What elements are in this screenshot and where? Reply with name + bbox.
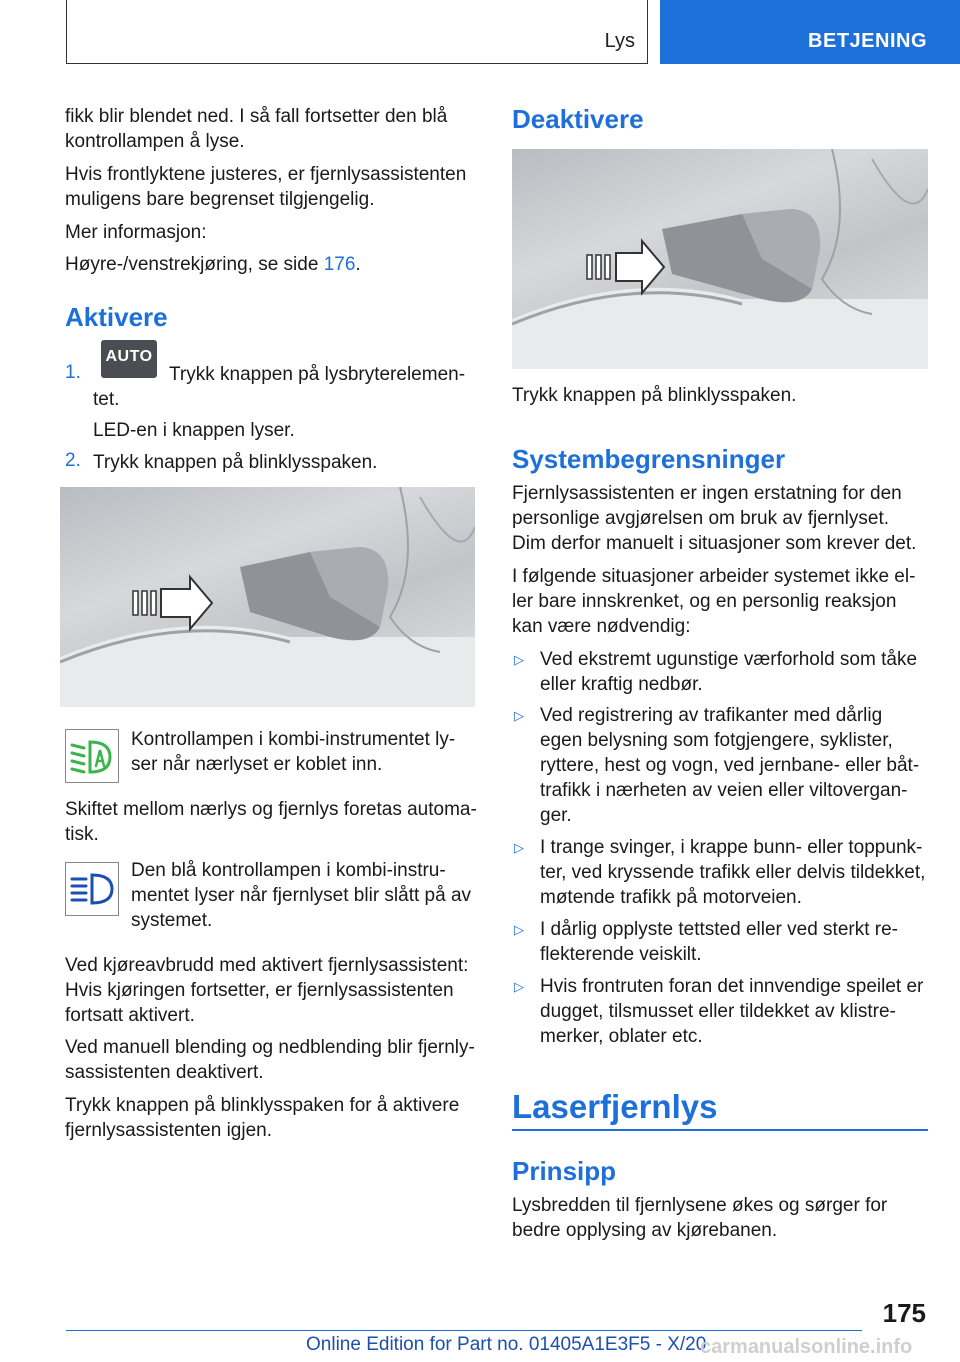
list-item: Hvis frontruten foran det innvendige speilet er dugget, tilsmusset eller tildekket av klistre-merker, oblater etc. [540, 976, 924, 1047]
photo-caption: Trykk knappen på blinklysspaken. [512, 385, 797, 406]
turn-signal-lever-photo [60, 487, 475, 707]
watermark: carmanualsonline.info [700, 1336, 913, 1358]
paragraph: Ved manuell blending og nedblending blir fjernly-sassistenten deaktivert. [65, 1037, 475, 1083]
press-arrow-icon [587, 241, 664, 293]
cross-reference [65, 252, 477, 277]
high-beam-indicator-icon [65, 862, 119, 916]
step-number: 2. [65, 450, 81, 471]
paragraph: Skiftet mellom nærlys og fjernlys foretas automa-tisk. [65, 799, 477, 845]
press-arrow-icon [133, 577, 212, 629]
step-text: Trykk knappen på blinklysspaken. [93, 452, 378, 473]
chapter-title: BETJENING [808, 30, 927, 52]
step-number: 1. [65, 362, 81, 383]
bullet-triangle-icon: ▷ [514, 652, 524, 667]
turn-signal-lever-photo [512, 149, 928, 369]
lever-illustration [60, 487, 475, 707]
section-title: Lys [604, 30, 635, 52]
paragraph: Trykk knappen på blinklysspaken for å aktivere fjernlysassistenten igjen. [65, 1095, 460, 1141]
heading-systembegrensninger: Systembegrensninger [512, 444, 786, 474]
paragraph: Hvis frontlyktene justeres, er fjernlysassistenten muligens bare begrenset tilgjengelig. [65, 164, 467, 210]
footer-divider [66, 1330, 862, 1331]
bullet-triangle-icon: ▷ [514, 979, 524, 994]
lever-illustration [512, 149, 928, 369]
bullet-triangle-icon: ▷ [514, 922, 524, 937]
heading-prinsipp: Prinsipp [512, 1156, 617, 1186]
bullet-triangle-icon: ▷ [514, 840, 524, 855]
step-subtext: LED-en i knappen lyser. [93, 420, 295, 441]
list-item: Ved registrering av trafikanter med dårlig egen belysning som fotgjengere, syklister, ryttere, hest og vogn, ved jernbane- eller båt-trafikk i nærheten av veien eller viltovergan-ger. [540, 705, 920, 826]
paragraph: I følgende situasjoner arbeider systemet ikke el-ler bare innskrenket, og en personlig reaksjon kan være nødvendig: [512, 566, 916, 637]
paragraph: Fjernlysassistenten er ingen erstatning for den personlige avgjørelsen om bruk av fjernlyset. Dim derfor manuelt i situasjoner som krever det. [512, 483, 917, 554]
paragraph: Ved kjøreavbrudd med aktivert fjernlysassistent: Hvis kjøringen fortsetter, er fjernlysassistenten fortsatt aktivert. [65, 955, 469, 1026]
chapter-tab [660, 0, 960, 64]
heading-deaktivere: Deaktivere [512, 104, 644, 134]
paragraph: fikk blir blendet ned. I så fall fortsetter den blå kontrollampen å lyse. [65, 106, 448, 152]
reference-end: . [355, 254, 361, 275]
bullet-triangle-icon: ▷ [514, 708, 524, 723]
page-number: 175 [882, 1298, 926, 1328]
page-link[interactable]: 176 [323, 254, 356, 275]
paragraph: Mer informasjon: [65, 222, 207, 243]
paragraph: Lysbredden til fjernlysene økes og sørger for bedre opplysing av kjørebanen. [512, 1195, 888, 1241]
auto-button-label: AUTO [105, 348, 153, 365]
reference-text: Høyre-/venstrekjøring, se side [65, 254, 324, 275]
indicator-description: Den blå kontrollampen i kombi-instru-mentet lyser når fjernlyset blir slått på av systemet. [131, 860, 472, 931]
heading-aktivere: Aktivere [65, 302, 168, 332]
list-item: I dårlig opplyste tettsted eller ved sterkt re-flekterende veiskilt. [540, 919, 898, 965]
step-text: Trykk knappen på lysbryterelemen-tet. [93, 364, 466, 410]
list-item: Ved ekstremt ugunstige værforhold som tåke eller kraftig nedbør. [540, 649, 918, 695]
edition-text: Online Edition for Part no. 01405A1E3F5 - X/20 [306, 1334, 707, 1355]
list-item: I trange svinger, i krappe bunn- eller toppunk-ter, ved kryssende trafikk eller delvis tildekket, møtende trafikk på motorveien. [540, 837, 926, 908]
indicator-description: Kontrollampen i kombi-instrumentet ly-ser når nærlyset er koblet inn. [131, 729, 456, 775]
low-beam-indicator-icon [65, 729, 119, 783]
heading-laserfjernlys: Laserfjernlys [512, 1088, 718, 1125]
heading-underline [512, 1129, 928, 1131]
header-section-box [66, 0, 648, 64]
